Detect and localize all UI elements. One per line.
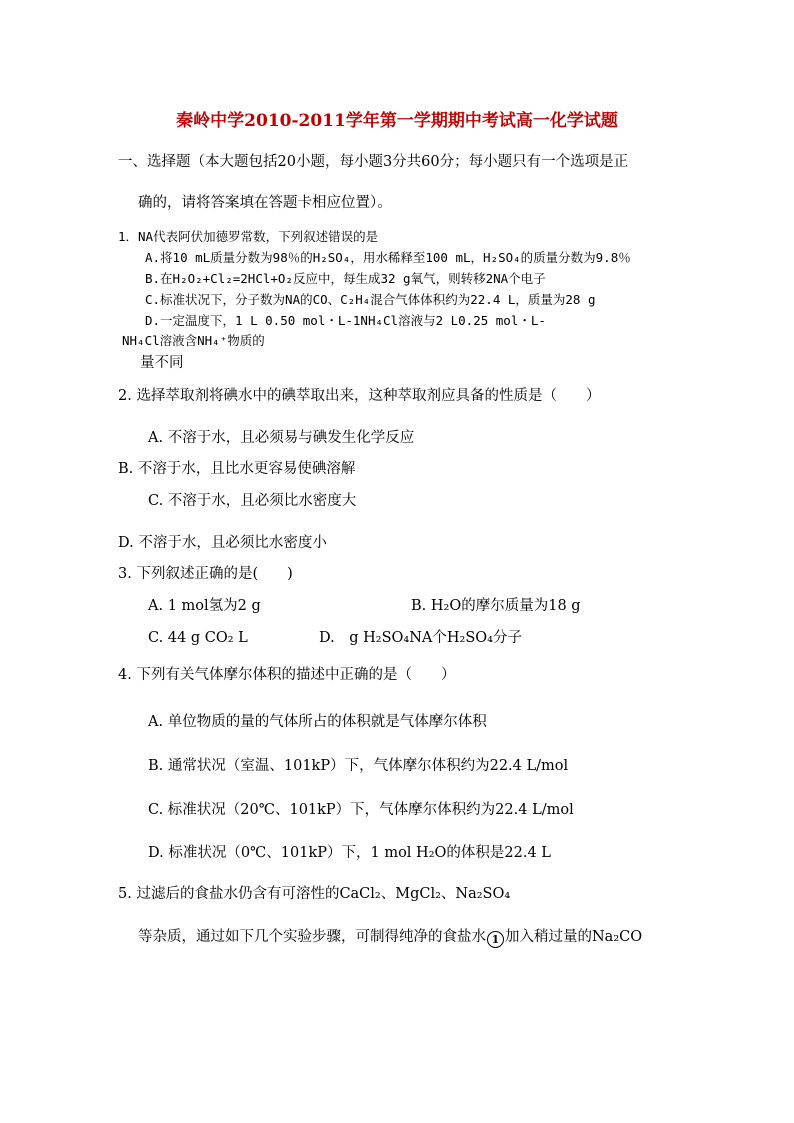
question-1-stem: 1．NA代表阿伏加德罗常数，下列叙述错误的是 [118,229,379,244]
question-2-option-d: D. 不溶于水，且必须比水密度小 [118,535,327,551]
question-3-option-d: D. g H₂SO₄NA个H₂SO₄分子 [319,630,522,646]
question-1-option-d-continued: NH₄Cl溶液含NH₄⁺物质的 [122,333,265,348]
question-2-option-a: A. 不溶于水，且必须易与碘发生化学反应 [148,430,415,446]
question-4-stem: 4. 下列有关气体摩尔体积的描述中正确的是（ ） [118,667,456,683]
question-4-option-c: C. 标准状况（20℃、101kP）下，气体摩尔体积约为22.4 L/mol [148,802,574,818]
question-4-option-d: D. 标准状况（0℃、101kP）下，1 mol H₂O的体积是22.4 L [148,845,551,861]
question-1-option-a: A.将10 mL质量分数为98％的H₂SO₄，用水稀释至100 mL，H₂SO₄的质量分数为9.8％ [145,250,631,265]
question-1-option-c: C.标准状况下，分子数为NA的CO、C₂H₄混合气体体积约为22.4 L，质量为28 g [145,292,596,307]
question-3-option-c: C. 44 g CO₂ L [148,630,248,646]
question-3-option-b: B. H₂O的摩尔质量为18 g [411,598,581,614]
question-5-stem: 5. 过滤后的食盐水仍含有可溶性的CaCl₂、MgCl₂、Na₂SO₄ [118,886,511,902]
question-4-option-b: B. 通常状况（室温、101kP）下，气体摩尔体积约为22.4 L/mol [148,758,569,774]
section-heading: 一、选择题（本大题包括20小题，每小题3分共60分；每小题只有一个选项是正 [118,154,629,170]
question-2-option-c: C. 不溶于水，且必须比水密度大 [148,493,357,509]
question-1-option-d: D.一定温度下，1 L 0.50 mol・L-1NH₄Cl溶液与2 L0.25 mol・L- [145,313,546,328]
question-3-stem: 3. 下列叙述正确的是( ) [118,566,293,582]
document-title: 秦岭中学2010-2011学年第一学期期中考试高一化学试题 [176,111,618,131]
question-1-option-b: B.在H₂O₂+Cl₂=2HCl+O₂反应中，每生成32 g氧气，则转移2NA个电子 [145,271,546,286]
question-5-continued-tail: 加入稍过量的Na₂CO [505,929,643,945]
question-1-option-d-end: 量不同 [140,355,184,371]
question-2-option-b: B. 不溶于水，且比水更容易使碘溶解 [118,461,356,477]
question-2-stem: 2. 选择萃取剂将碘水中的碘萃取出来，这种萃取剂应具备的性质是（ ） [118,388,601,404]
question-5-continued [138,930,642,948]
step-number-marker: 1 [487,931,504,948]
question-5-continued-text: 等杂质，通过如下几个实验步骤，可制得纯净的食盐水 [138,929,486,945]
section-heading-continued: 确的，请将答案填在答题卡相应位置）。 [138,195,392,211]
question-3-option-a: A. 1 mol氢为2 g [148,598,261,614]
question-4-option-a: A. 单位物质的量的气体所占的体积就是气体摩尔体积 [148,714,487,730]
